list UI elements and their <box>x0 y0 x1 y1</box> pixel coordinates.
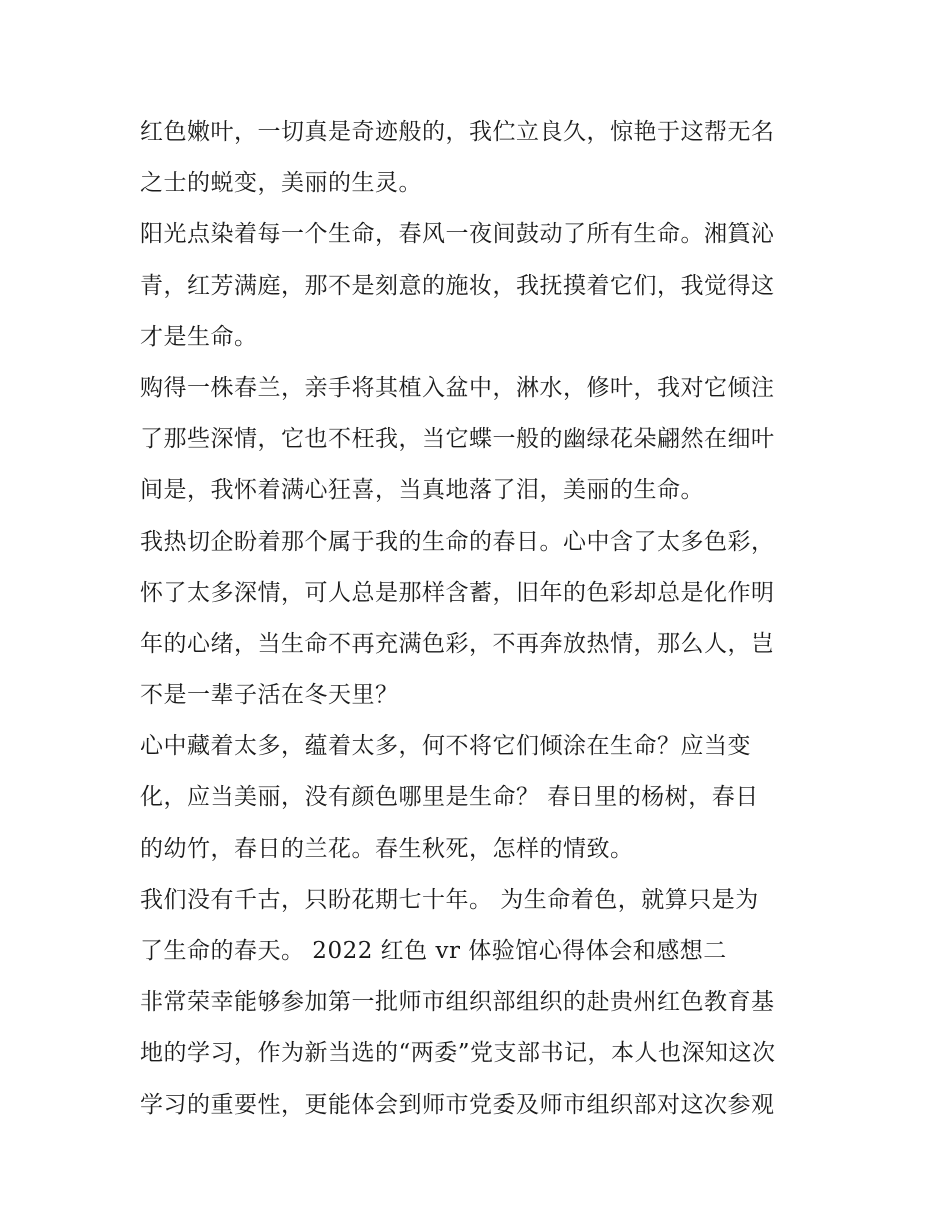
text-line: 心中藏着太多，蕴着太多，何不将它们倾涂在生命？应当变 <box>140 733 751 760</box>
text-line: 年的心绪，当生命不再充满色彩，不再奔放热情，那么人，岂 <box>140 630 775 657</box>
text-line: 购得一株春兰，亲手将其植入盆中，淋水，修叶，我对它倾注 <box>140 374 775 401</box>
text-line: 非常荣幸能够参加第一批师市组织部组织的赴贵州红色教育基 <box>140 989 775 1016</box>
text-line: 才是生命。 <box>140 323 258 350</box>
text-line: 了那些深情，它也不枉我，当它蝶一般的幽绿花朵翩然在细叶 <box>140 426 775 453</box>
text-line: 我们没有千古，只盼花期七十年。 为生命着色，就算只是为 <box>140 886 759 913</box>
text-line: 怀了太多深情，可人总是那样含蓄，旧年的色彩却总是化作明 <box>140 579 775 606</box>
body-text <box>140 107 820 1131</box>
text-line: 了生命的春天。 2022 红色 vr 体验馆心得体会和感想二 <box>140 938 727 964</box>
text-line: 的幼竹，春日的兰花。春生秋死，怎样的情致。 <box>140 835 634 862</box>
text-line: 之士的蜕变，美丽的生灵。 <box>140 170 422 197</box>
text-line: 青，红芳满庭，那不是刻意的施妆，我抚摸着它们，我觉得这 <box>140 272 775 299</box>
text-line: 阳光点染着每一个生命，春风一夜间鼓动了所有生命。湘篔沁 <box>140 221 775 248</box>
text-line: 我热切企盼着那个属于我的生命的春日。心中含了太多色彩， <box>140 528 775 555</box>
text-line: 红色嫩叶，一切真是奇迹般的，我伫立良久，惊艳于这帮无名 <box>140 119 775 145</box>
text-line: 化，应当美丽，没有颜色哪里是生命？ 春日里的杨树，春日 <box>140 784 759 811</box>
text-line: 地的学习，作为新当选的“两委”党支部书记，本人也深知这次 <box>140 1040 776 1067</box>
text-line: 学习的重要性，更能体会到师市党委及师市组织部对这次参观 <box>140 1091 775 1118</box>
text-line: 间是，我怀着满心狂喜，当真地落了泪，美丽的生命。 <box>140 477 704 504</box>
text-line: 不是一辈子活在冬天里？ <box>140 682 399 709</box>
